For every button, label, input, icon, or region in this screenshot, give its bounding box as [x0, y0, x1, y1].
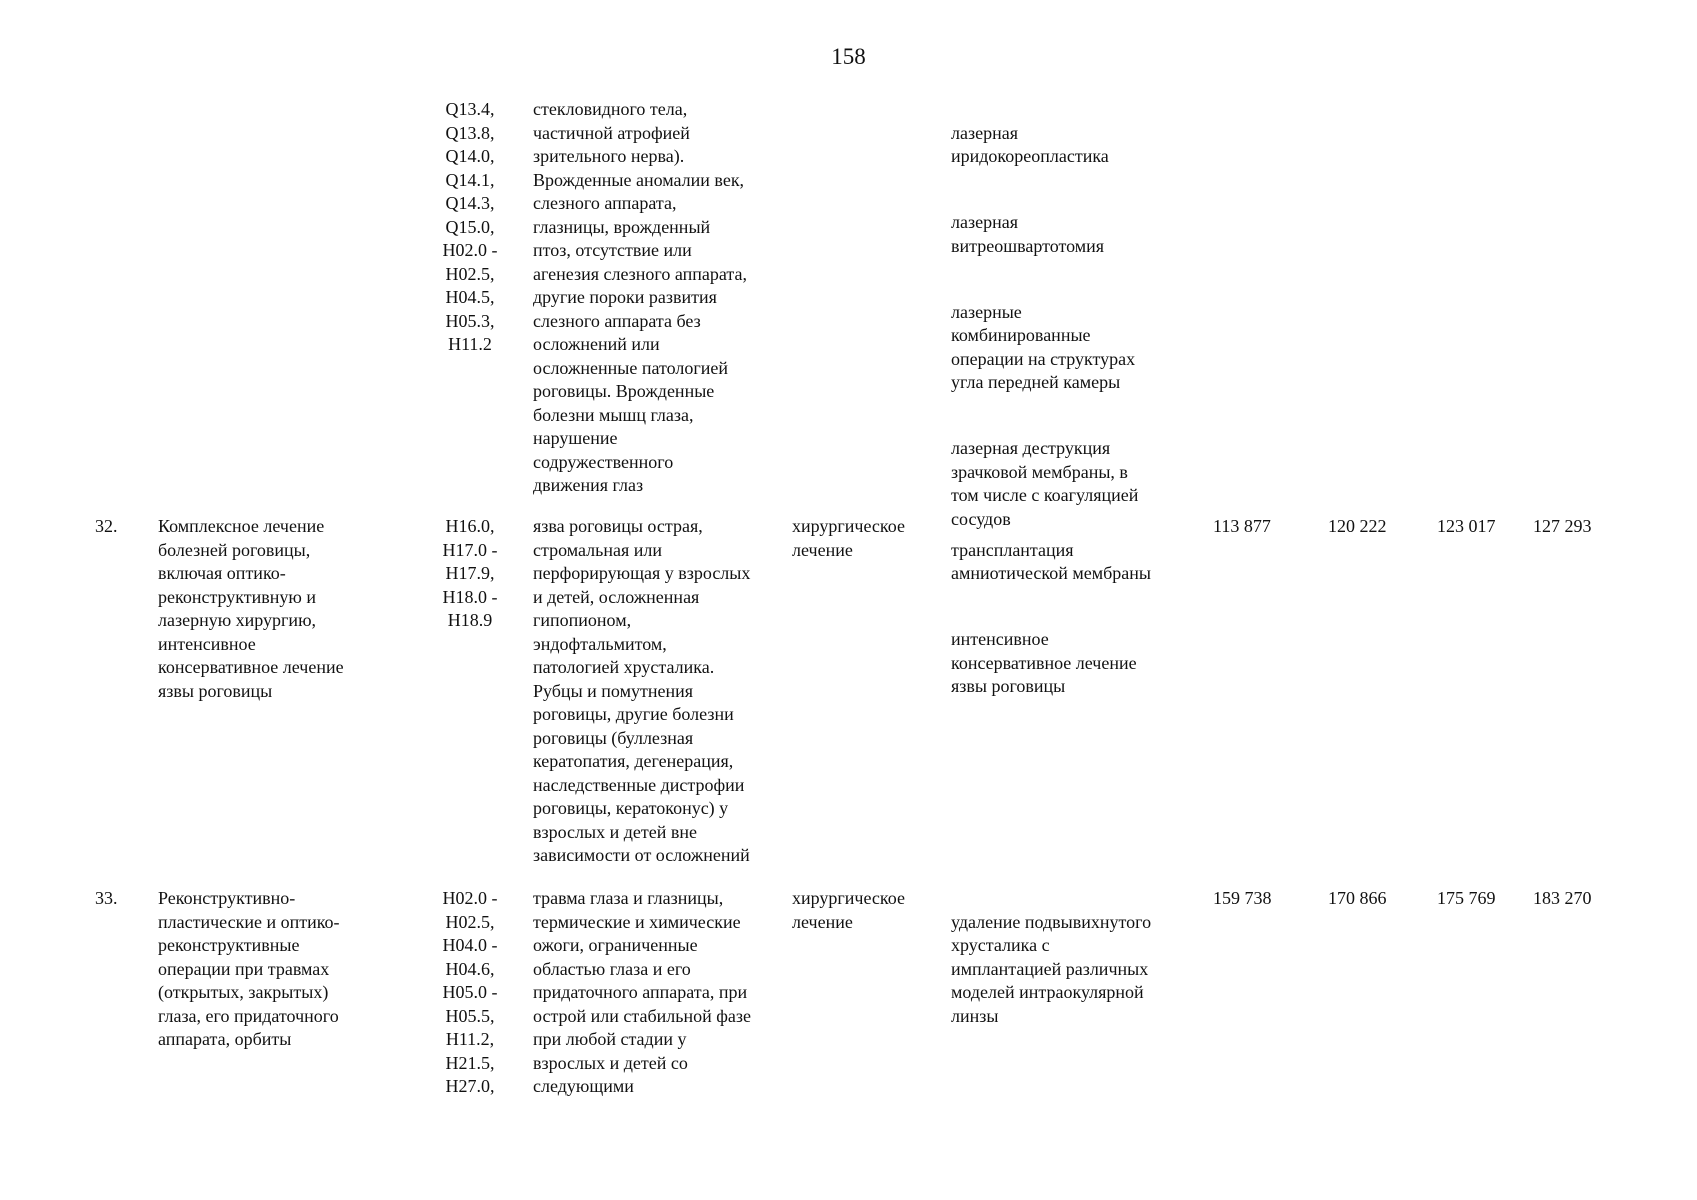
treatment-method: лазерная витреошвартотомия [951, 212, 1105, 256]
price-value: 113 877 [1213, 516, 1271, 536]
price-value: 183 270 [1533, 888, 1592, 908]
row-number: 33. [95, 888, 118, 908]
treatment-type: хирургическое лечение [792, 888, 905, 932]
price-value: 159 738 [1213, 888, 1272, 908]
price-value: 120 222 [1328, 516, 1387, 536]
price-value: 170 866 [1328, 888, 1387, 908]
treatment-method: лазерная иридокореопластика [951, 122, 1109, 166]
icd-codes: Q13.4, Q13.8, Q14.0, Q14.1, Q14.3, Q15.0, H02.0 - H02.5, H04.5, H05.3, H11.2 [442, 99, 498, 354]
page-number: 158 [831, 44, 866, 69]
price-value: 175 769 [1437, 888, 1496, 908]
treatment-method: трансплантация амниотической мембраны [951, 539, 1151, 583]
treatment-methods [951, 98, 1191, 555]
diagnosis: язва роговицы острая, стромальная или перфорирующая у взрослых и детей, осложненная гипопионом, эндофтальмитом, патологией хрусталика. Рубцы и помутнения роговицы, другие болезни роговицы (буллезная кератопатия, дегенерация, наследственные дистрофии роговицы, кератоконус) у взрослых и детей вне зависимости от осложнений [533, 516, 751, 865]
care-type-name: Комплексное лечение болезней роговицы, включая оптико- реконструктивную и лазерную хирургию, интенсивное консервативное лечение язвы роговицы [158, 516, 344, 701]
treatment-method: удаление подвывихнутого хрусталика с имплантацией различных моделей интраокулярной линзы [951, 911, 1152, 1026]
treatment-method: лазерные комбинированные операции на структурах угла передней камеры [951, 301, 1136, 392]
treatment-methods [951, 887, 1191, 1052]
treatment-type: хирургическое лечение [792, 516, 905, 560]
treatment-methods [951, 515, 1191, 722]
care-type-name: Реконструктивно- пластические и оптико- реконструктивные операции при травмах (открытых, закрытых) глаза, его придаточного аппарата, орбиты [158, 888, 340, 1049]
treatment-method: интенсивное консервативное лечение язвы роговицы [951, 629, 1137, 696]
treatment-method: лазерная деструкция зрачковой мембраны, в том числе с коагуляцией сосудов [951, 438, 1139, 529]
row-number: 32. [95, 516, 118, 536]
price-value: 123 017 [1437, 516, 1496, 536]
price-value: 127 293 [1533, 516, 1592, 536]
icd-codes: H16.0, H17.0 - H17.9, H18.0 - H18.9 [442, 516, 498, 630]
diagnosis: стекловидного тела, частичной атрофией зрительного нерва). Врожденные аномалии век, слезного аппарата, глазницы, врожденный птоз, отсутствие или агенезия слезного аппарата, другие пороки развития слезного аппарата без осложнений или осложненные патологией роговицы. Врожденные болезни мышц глаза, нарушение содружественного движения глаз [533, 99, 747, 495]
diagnosis: травма глаза и глазницы, термические и химические ожоги, ограниченные областью глаза и его придаточного аппарата, при острой или стабильной фазе при любой стадии у взрослых и детей со следующими [533, 888, 751, 1096]
icd-codes: H02.0 - H02.5, H04.0 - H04.6, H05.0 - H05.5, H11.2, H21.5, H27.0, [442, 888, 498, 1096]
